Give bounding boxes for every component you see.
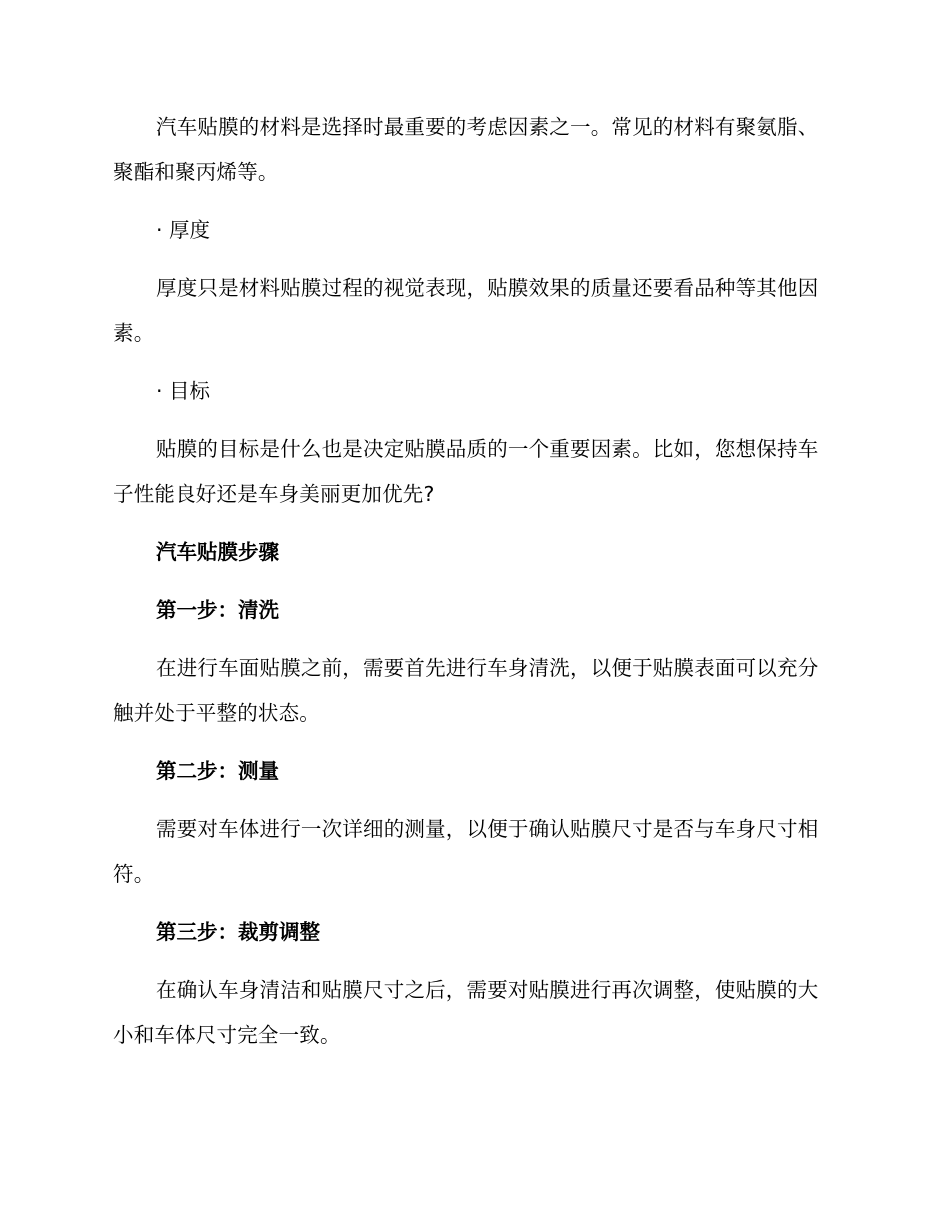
paragraph-material: 汽车贴膜的材料是选择时最重要的考虑因素之一。常见的材料有聚氨脂、聚酯和聚丙烯等。 (113, 115, 819, 184)
step3-paragraph: 在确认车身清洁和贴膜尺寸之后，需要对贴膜进行再次调整，使贴膜的大小和车体尺寸完全一致。 (113, 978, 819, 1047)
document-page (113, 105, 831, 1071)
step1-heading: 第一步：清洗 (156, 598, 279, 622)
paragraph-goal: 贴膜的目标是什么也是决定贴膜品质的一个重要因素。比如，您想保持车子性能良好还是车身美丽更加优先? (113, 437, 819, 506)
step2-paragraph: 需要对车体进行一次详细的测量，以便于确认贴膜尺寸是否与车身尺寸相符。 (113, 817, 819, 886)
step3-heading: 第三步：裁剪调整 (156, 920, 320, 944)
section-heading-steps: 汽车贴膜步骤 (156, 540, 279, 564)
step1-paragraph: 在进行车面贴膜之前，需要首先进行车身清洗，以便于贴膜表面可以充分触并处于平整的状态。 (113, 656, 819, 725)
bullet-thickness: · 厚度 (156, 218, 211, 242)
bullet-goal: · 目标 (156, 379, 211, 403)
step2-heading: 第二步：测量 (156, 759, 279, 783)
paragraph-thickness: 厚度只是材料贴膜过程的视觉表现，贴膜效果的质量还要看品种等其他因素。 (113, 276, 819, 345)
